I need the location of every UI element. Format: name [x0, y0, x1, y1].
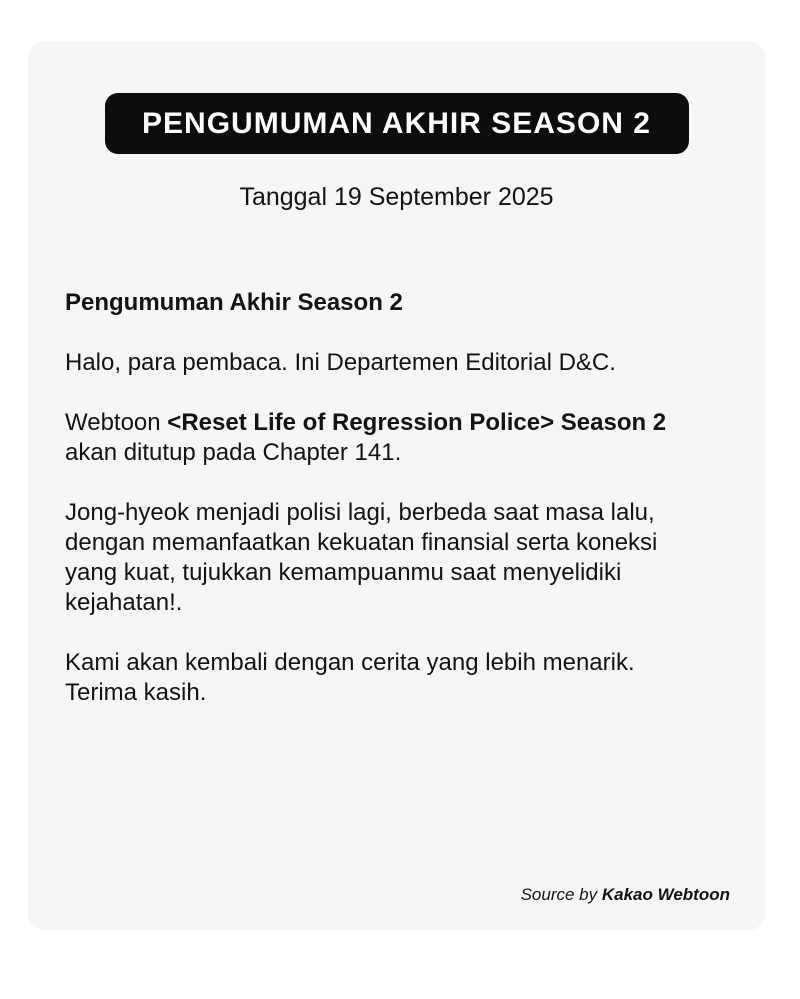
synopsis-paragraph: [65, 498, 740, 618]
synopsis-line: yang kuat, tujukkan kemampuanmu saat menyelidiki: [65, 559, 622, 586]
greeting-text: Halo, para pembaca. Ini Departemen Editorial D&C.: [65, 349, 616, 376]
farewell-paragraph: [65, 648, 740, 708]
source-name: Kakao Webtoon: [601, 885, 730, 904]
greeting-paragraph: [65, 348, 740, 378]
announcement-banner: [105, 93, 689, 154]
source-credit: [521, 885, 730, 905]
closure-line2: akan ditutup pada Chapter 141.: [65, 439, 402, 466]
synopsis-line: dengan memanfaatkan kekuatan finansial serta koneksi: [65, 529, 658, 556]
synopsis-line: kejahatan!.: [65, 589, 183, 616]
farewell-line: Terima kasih.: [65, 679, 207, 706]
banner-title: PENGUMUMAN AKHIR SEASON 2: [142, 106, 651, 140]
announcement-card: [28, 41, 765, 930]
series-title: <Reset Life of Regression Police> Season 2: [167, 409, 667, 436]
body-heading: Pengumuman Akhir Season 2: [65, 289, 403, 316]
farewell-line: Kami akan kembali dengan cerita yang lebih menarik.: [65, 649, 635, 676]
source-prefix: Source by: [520, 885, 602, 904]
announcement-body: [65, 288, 740, 708]
closure-prefix: Webtoon: [65, 409, 168, 436]
synopsis-line: Jong-hyeok menjadi polisi lagi, berbeda saat masa lalu,: [65, 499, 655, 526]
announcement-date: Tanggal 19 September 2025: [239, 183, 554, 211]
closure-paragraph: [65, 408, 740, 468]
